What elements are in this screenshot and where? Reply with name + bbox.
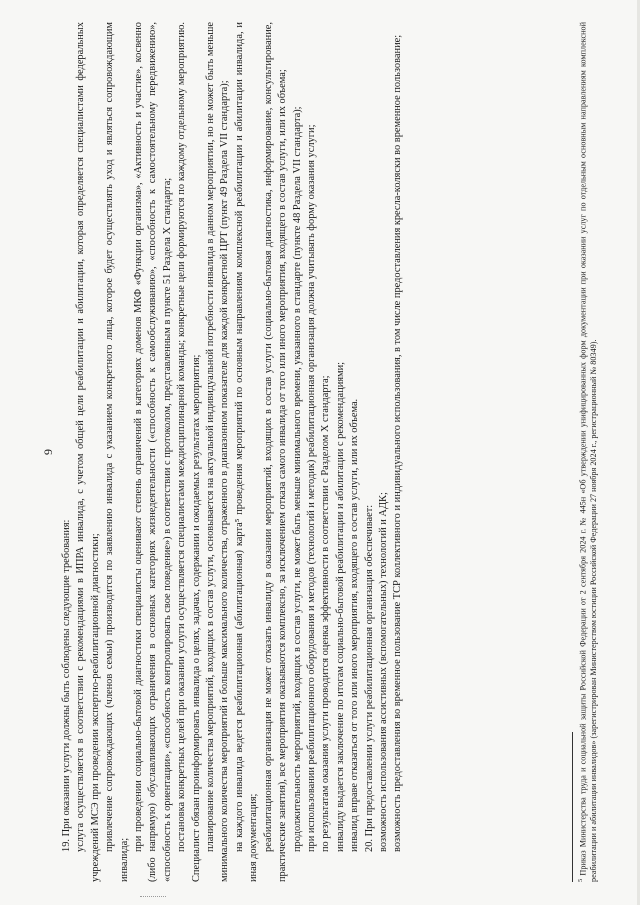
paragraph: 20. При предоставлении услуги реабилитационная организация обеспечивает:: [363, 504, 375, 852]
paragraph: планирование количества мероприятий, входящих в состав услуги, основывается на актуальной индивидуальной потребности инвалида в данном мероприятии, но не может быть меньше минимального количества мероприятий и больше максимального количества, отраженного в диапазонном показателе для каждой конкретной ЦРТ (пункт 49 Раздела VII стандарта);: [205, 22, 231, 882]
paragraph: продолжительность мероприятий, входящих в состав услуги, не может быть меньше минимального времени, указанного в стандарте (пункте 48 Раздела VII стандарта);: [291, 106, 303, 852]
paragraph: возможность использования ассистивных (вспомогательных) технологий и АДК;: [377, 492, 389, 852]
paragraph: при проведении социально-бытовой диагностики специалисты оценивают степень ограничений в категориях доменов МКФ «Функции организма», «Активность и участие», косвенно (либо напрямую) обуславливающих ограничения в основных категориях жизнедеятельности («способность к самообслуживанию», «способность к самостоятельному передвижению», «способность к ориентации», «способность контролировать свое поведение») в соответствии с протоколом, представленным в пункте 51 Раздела X стандарта;: [133, 22, 173, 882]
paragraph: 19. При оказании услуги должны быть соблюдены следующие требования:: [61, 519, 72, 852]
paragraph: услуга осуществляется в соответствии с рекомендациями в ИПРА инвалида, с учетом общей цели реабилитации и абилитации, которая определяется специалистами федеральных учреждений МСЭ при проведении экспертно-реабилитационной диагностики;: [75, 22, 101, 882]
rotated-page-content: [40, 22, 600, 882]
paragraph: реабилитационная организация не может отказать инвалиду в оказании мероприятий, входящих в состав услуги (социально-бытовая диагностика, информирование, консультирование, практические занятия), все мероприятия оказываются комплексно, за исключением отказа самого инвалида от того или иного мероприятия, входящего в состав услуги, или их объема;: [262, 22, 289, 882]
paragraph: на каждого инвалида ведется реабилитационная (абилитационная) карта⁵ проведения мероприятий по основным направлениям комплексной реабилитации и абилитации инвалида, и иная документация;: [233, 22, 260, 882]
paragraph: по результатам оказания услуги проводится оценка эффективности в соответствии с Разделом X стандарта;: [320, 375, 332, 852]
paragraph: инвалид вправе отказаться от того или иного мероприятия, входящего в состав услуги, или их объема.: [349, 398, 361, 852]
footnote-rule: [572, 732, 573, 882]
footnote-mark: 5: [577, 878, 585, 882]
footnote: [572, 22, 600, 882]
page-number: 9: [41, 449, 55, 455]
paragraph: привлечение сопровождающих (членов семьи) производится по заявлению инвалида с указанием конкретного лица, которое будет осуществлять уход и являться сопровождающим инвалида;: [104, 22, 130, 882]
scan-artifact: [140, 896, 166, 900]
paragraph: при использовании реабилитационного оборудования и методов (технологий и методик) реабилитационная организация должна учитывать форму оказания услуги;: [305, 124, 317, 852]
paragraph: возможность предоставления во временное пользование ТСР коллективного и индивидуального использования, в том числе предоставления кресла-коляски во временное пользование;: [392, 34, 404, 852]
body-text: [60, 22, 406, 882]
paragraph: инвалиду выдается заключение по итогам социально-бытовой реабилитации и абилитации с рекомендациями;: [334, 361, 346, 852]
footnote-text: Приказ Министерства труда и социальной защиты Российской Федерации от 2 сентября 2024 г. № 445н «Об утверждении унифицированных форм документации при оказании услуг по отдельным основным направлениям комплексной реабилитации и абилитации инвалидов» (зарегистрирован Министерством юстиции Российской Федерации 27 ноября 2024 г., регистрационный № 80349).: [578, 22, 599, 882]
paragraph: постановка конкретных целей при оказании услуги осуществляется специалистами междисциплинарной команды; конкретные цели формируются по каждому отдельному мероприятию. Специалист обязан проинформировать инвалида о целях, задачах, содержании и ожидаемых результатах мероприятия;: [176, 22, 202, 882]
